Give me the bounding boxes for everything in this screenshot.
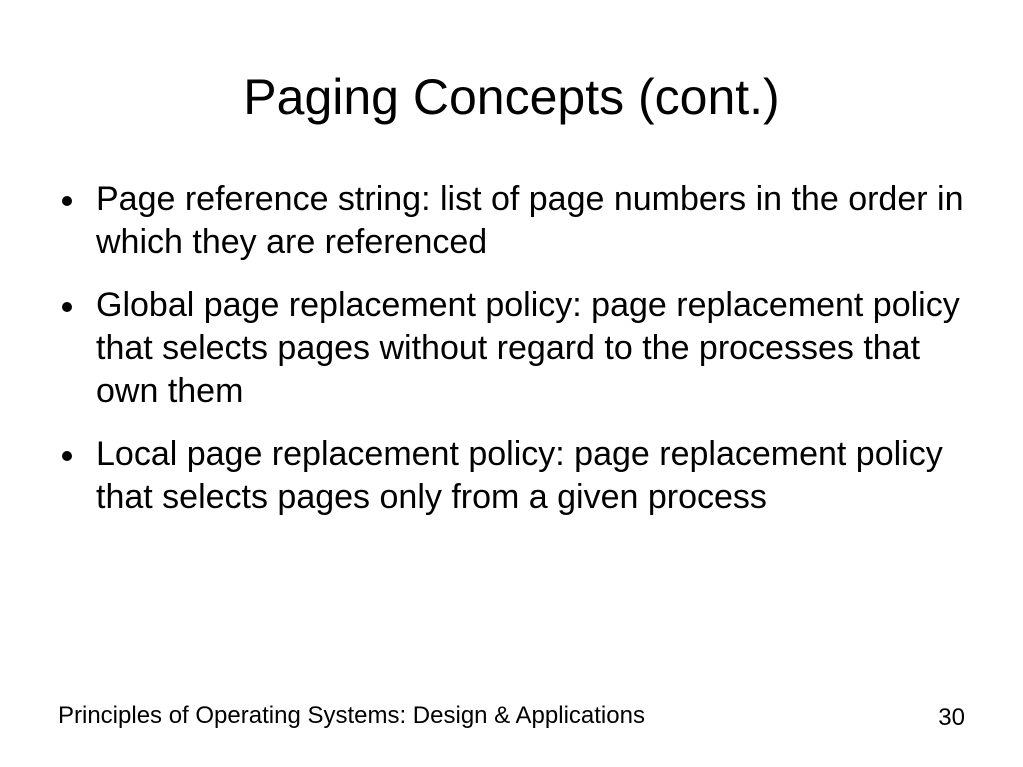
- bullet-dot-icon: [62, 196, 72, 206]
- bullet-item: [60, 284, 980, 413]
- bullet-text: Page reference string: list of page numbers in the order in which they are referenced: [96, 180, 964, 261]
- page-number: 30: [938, 704, 965, 731]
- bullet-list: [60, 178, 980, 539]
- bullet-item: [60, 433, 980, 519]
- bullet-dot-icon: [62, 451, 72, 461]
- bullet-text: Local page replacement policy: page replacement policy that selects pages only from a given process: [96, 435, 943, 516]
- slide-title: Paging Concepts (cont.): [243, 69, 780, 125]
- footer-text: Principles of Operating Systems: Design & Applications: [58, 702, 645, 729]
- bullet-dot-icon: [62, 302, 72, 312]
- bullet-text: Global page replacement policy: page replacement policy that selects pages without regard to the processes that own them: [96, 286, 960, 410]
- bullet-item: [60, 178, 980, 264]
